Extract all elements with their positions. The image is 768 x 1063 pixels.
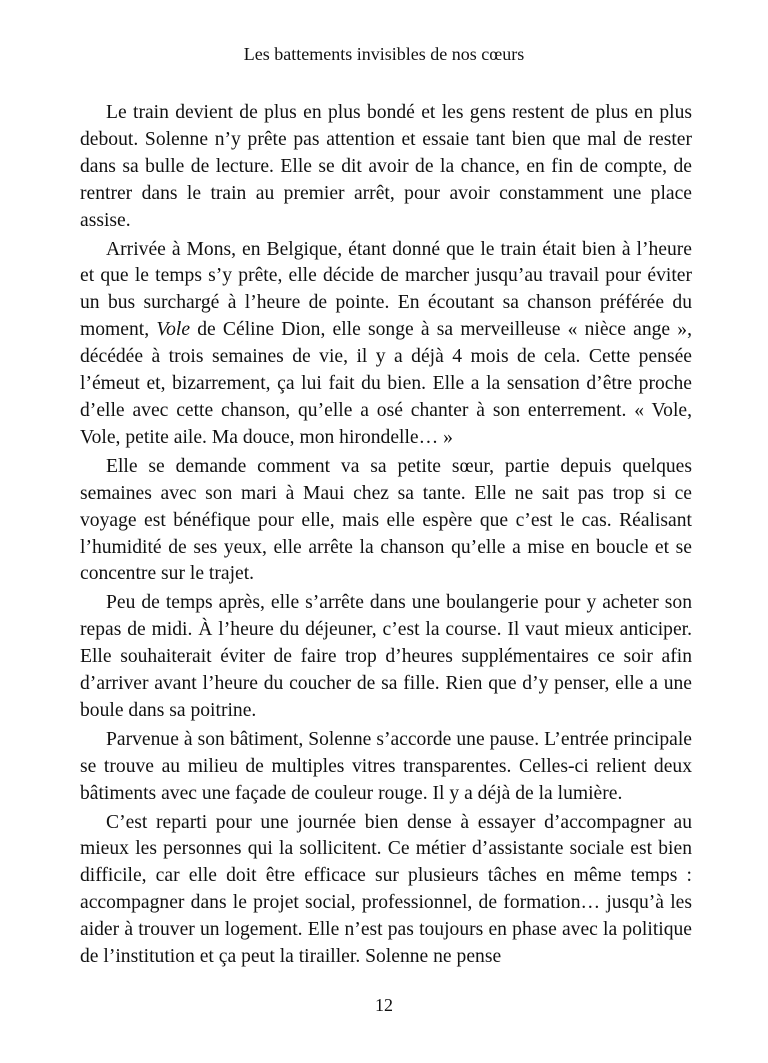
paragraph-2 [80,237,692,452]
paragraph-2-text-b: de Céline Dion, elle songe à sa merveilleuse « nièce ange », décédée à trois semaines de vie, il y a déjà 4 mois de cela. Cette pensée l’émeut et, bizarrement, ça lui fait du bien. Elle a la sensation d’être proche d’elle avec cette chanson, qu’elle a osé chanter à son enterrement. « Vole, Vole, petite aile. Ma douce, mon hirondelle… » [80,319,692,448]
song-title: Vole [156,319,191,341]
running-header: Les battements invisibles de nos cœurs [243,44,525,64]
paragraph-3: Elle se demande comment va sa petite sœur, partie depuis quelques semaines avec son mari à Maui chez sa tante. Elle ne sait pas trop si ce voyage est bénéfique pour elle, mais elle espère que c’est le cas. Réalisant l’humidité de ses yeux, elle arrête la chanson qu’elle a mise en boucle et se concentre sur le trajet. [80,455,692,585]
page-number: 12 [375,995,393,1015]
paragraph-1: Le train devient de plus en plus bondé et les gens restent de plus en plus debout. Solenne n’y prête pas attention et essaie tant bien que mal de rester dans sa bulle de lecture. Elle se dit avoir de la chance, en fin de compte, de rentrer dans le train au premier arrêt, pour avoir constamment une place assise. [80,102,692,231]
paragraph-4: Peu de temps après, elle s’arrête dans une boulangerie pour y acheter son repas de midi. À l’heure du déjeuner, c’est la course. Il vaut mieux anticiper. Elle souhaiterait éviter de faire trop d’heures supplémentaires ce soir afin d’arriver avant l’heure du coucher de sa fille. Rien que d’y penser, elle a une boule dans sa poitrine. [80,592,692,721]
paragraph-2-text-a: Arrivée à Mons, en Belgique, étant donné que le train était bien à l’heure et que le temps s’y prête, elle décide de marcher jusqu’au travail pour éviter un bus surchargé à l’heure de pointe. En écoutant sa chanson préférée du moment, [80,238,692,341]
body-text [80,100,692,973]
paragraph-5: Parvenue à son bâtiment, Solenne s’accorde une pause. L’entrée principale se trouve au milieu de multiples vitres transparentes. Celles-ci relient deux bâtiments avec une façade de couleur rouge. Il y a déjà de la lumière. [80,728,692,804]
paragraph-6: C’est reparti pour une journée bien dense à essayer d’accompagner au mieux les personnes qui la sollicitent. Ce métier d’assistante sociale est bien difficile, car elle doit être efficace sur plusieurs tâches en même temps : accompagner dans le projet social, professionnel, de formation… jusqu’à les aider à trouver un logement. Elle n’est pas toujours en phase avec la politique de l’institution et ça peut la tirailler. Solenne ne pense [80,811,692,968]
